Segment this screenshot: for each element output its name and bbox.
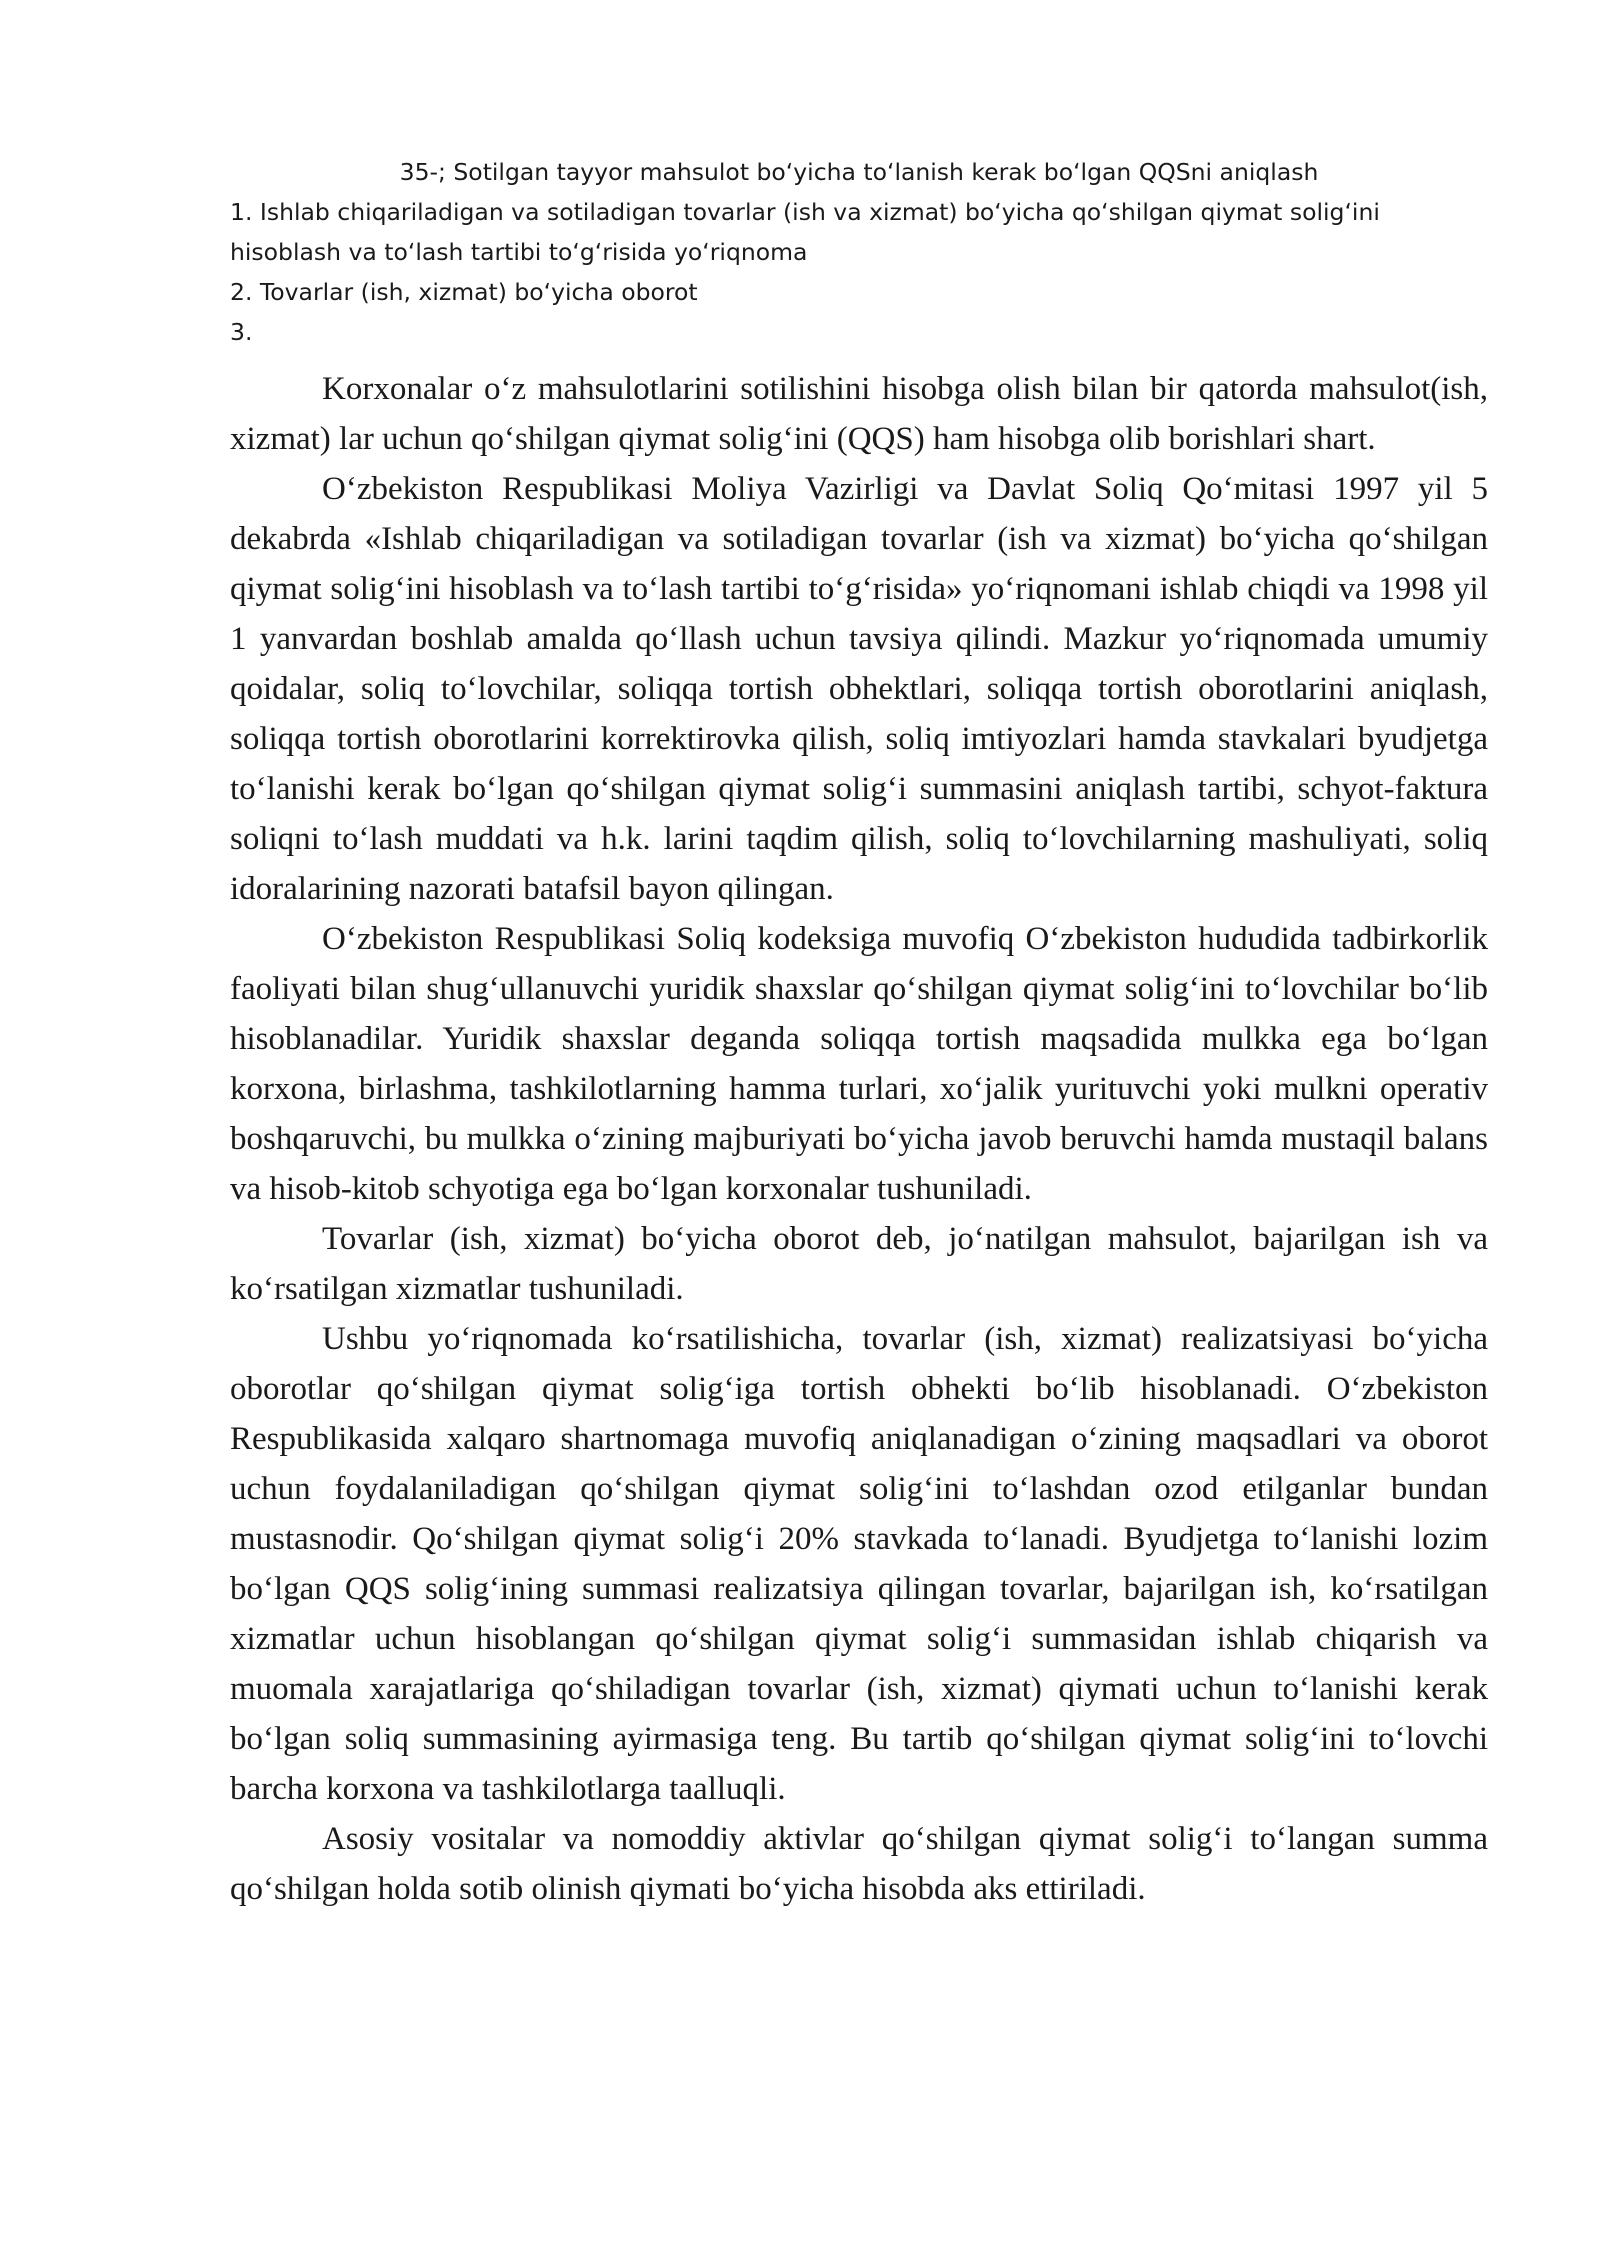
outline-item: 3. (230, 318, 253, 346)
paragraph: Oʻzbekiston Respublikasi Soliq kodeksiga muvofiq Oʻzbekiston hududida tadbirkorlik faoliyati bilan shugʻullanuvchi yuridik shaxslar qoʻshilgan qiymat soligʻini toʻlovchilar boʻlib hisoblanadilar. Yuridik shaxslar deganda soliqqa tortish maqsadida mulkka ega boʻlgan korxona, birlashma, tashkilotlarning hamma turlari, xoʻjalik yurituvchi yoki mulkni operativ boshqaruvchi, bu mulkka oʻzining majburiyati boʻyicha javob beruvchi hamda mustaqil balans va hisob-kitob schyotiga ega boʻlgan korxonalar tushuniladi. (230, 921, 1488, 1207)
paragraph: Ushbu yoʻriqnomada koʻrsatilishicha, tovarlar (ish, xizmat) realizatsiyasi boʻyicha oborotlar qoʻshilgan qiymat soligʻiga tortish obhekti boʻlib hisoblanadi. Oʻzbekiston Respublikasida xalqaro shartnomaga muvofiq aniqlanadigan oʻzining maqsadlari va oborot uchun foydalaniladigan qoʻshilgan qiymat soligʻini toʻlashdan ozod etilganlar bundan mustasnodir. Qoʻshilgan qiymat soligʻi 20% stavkada toʻlanadi. Byudjetga toʻlanishi lozim boʻlgan QQS soligʻining summasi realizatsiya qilingan tovarlar, bajarilgan ish, koʻrsatilgan xizmatlar uchun hisoblangan qoʻshilgan qiymat soligʻi summasidan ishlab chiqarish va muomala xarajatlariga qoʻshiladigan tovarlar (ish, xizmat) qiymati uchun toʻlanishi kerak boʻlgan soliq summasining ayirmasiga teng. Bu tartib qoʻshilgan qiymat soligʻini toʻlovchi barcha korxona va tashkilotlarga taalluqli. (230, 1321, 1488, 1807)
outline-item: 1. Ishlab chiqariladigan va sotiladigan tovarlar (ish va xizmat) boʻyicha qoʻshilgan qiymat soligʻini hisoblash va toʻlash tartibi toʻgʻrisida yoʻriqnoma (230, 198, 1380, 266)
paragraph: Asosiy vositalar va nomoddiy aktivlar qoʻshilgan qiymat soligʻi toʻlangan summa qoʻshilgan holda sotib olinish qiymati boʻyicha hisobda aks ettiriladi. (230, 1821, 1488, 1907)
topic-outline (230, 192, 1488, 352)
main-text (230, 364, 1488, 1914)
outline-item: 2. Tovarlar (ish, xizmat) boʻyicha oborot (230, 278, 698, 306)
paragraph: Tovarlar (ish, xizmat) boʻyicha oborot deb, joʻnatilgan mahsulot, bajarilgan ish va koʻrsatilgan xizmatlar tushuniladi. (230, 1221, 1488, 1307)
document-body (230, 152, 1488, 1914)
document-title: 35-; Sotilgan tayyor mahsulot boʻyicha toʻlanish kerak boʻlgan QQSni aniqlash (399, 158, 1319, 186)
paragraph: Korxonalar oʻz mahsulotlarini sotilishini hisobga olish bilan bir qatorda mahsulot(ish, xizmat) lar uchun qoʻshilgan qiymat soligʻini (QQS) ham hisobga olib borishlari shart. (230, 371, 1488, 457)
paragraph: Oʻzbekiston Respublikasi Moliya Vazirligi va Davlat Soliq Qoʻmitasi 1997 yil 5 dekabrda «Ishlab chiqariladigan va sotiladigan tovarlar (ish va xizmat) boʻyicha qoʻshilgan qiymat soligʻini hisoblash va toʻlash tartibi toʻgʻrisida» yoʻriqnomani ishlab chiqdi va 1998 yil 1 yanvardan boshlab amalda qoʻllash uchun tavsiya qilindi. Mazkur yoʻriqnomada umumiy qoidalar, soliq toʻlovchilar, soliqqa tortish obhektlari, soliqqa tortish oborotlarini aniqlash, soliqqa tortish oborotlarini korrektirovka qilish, soliq imtiyozlari hamda stavkalari byudjetga toʻlanishi kerak boʻlgan qoʻshilgan qiymat soligʻi summasini aniqlash tartibi, schyot-faktura soliqni toʻlash muddati va h.k. larini taqdim qilish, soliq toʻlovchilarning mashuliyati, soliq idoralarining nazorati batafsil bayon qilingan. (230, 471, 1488, 907)
